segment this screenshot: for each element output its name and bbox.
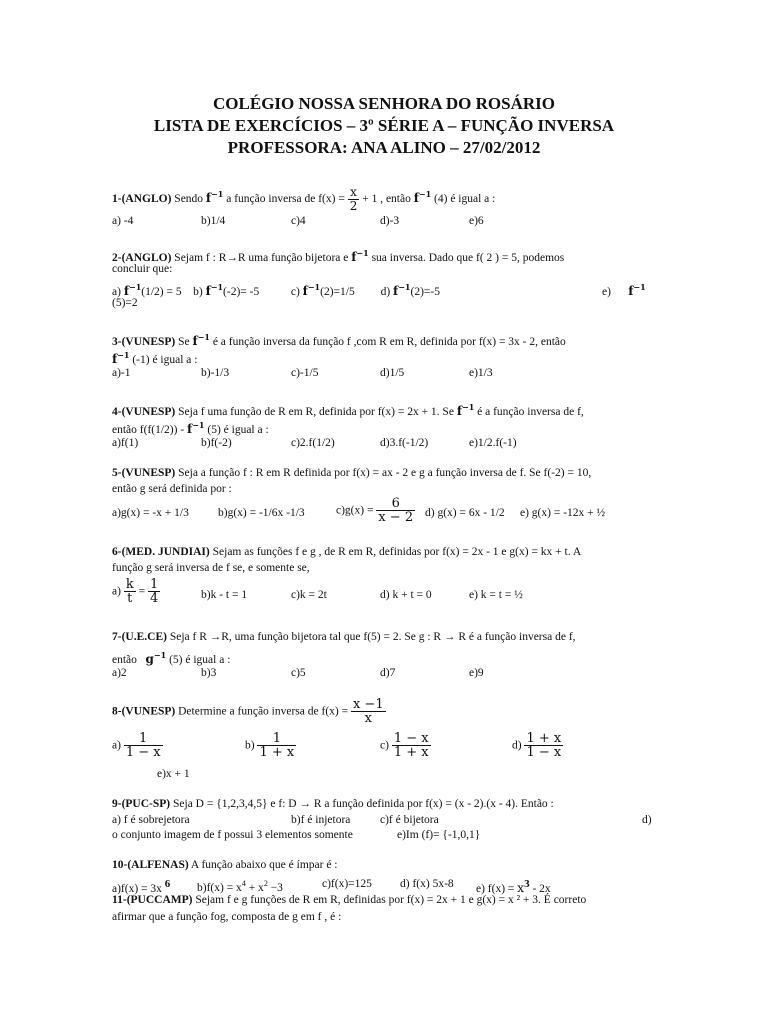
q10-option-b: $b)f(x) = x^4 + x^2 -3$ bbox=[197, 879, 283, 894]
q1-option-a: a) -4 bbox=[112, 215, 134, 227]
q5-option-e: e) g(x) = -12x + ½ bbox=[520, 507, 606, 519]
q5-option-d: d) g(x) = 6x - 1/2 bbox=[425, 507, 505, 519]
q2-option-e: e) $f^{-1}$ bbox=[602, 282, 646, 298]
q10-option-d: d) f(x) 5x-8 bbox=[400, 878, 454, 890]
q5-option-a: a)g(x) = -x + 1/3 bbox=[112, 507, 189, 519]
q4-option-d: d)3.f(-1/2) bbox=[380, 437, 429, 449]
q9-option-d-text: o conjunto imagem de f possui 3 elementos somente bbox=[112, 829, 353, 841]
question-3-cont: $f^{-1}$ (-1) é igual a : bbox=[112, 350, 198, 366]
q2-option-e-cont: (5)=2 bbox=[112, 297, 138, 309]
q6-option-e: e) k = t = ½ bbox=[469, 589, 523, 601]
question-4-cont: então $f(f(1/2)) - f^{-1}$ (5) é igual a : bbox=[112, 420, 269, 436]
q1-option-d: d)-3 bbox=[380, 215, 400, 227]
question-4: 4-(VUNESP) Seja f uma função de R em R, definida por f(x) = 2x + 1. Se $f^{-1}$ é a função inversa de f, bbox=[112, 402, 584, 418]
question-10: 10-(ALFENAS) A função abaixo que é ímpar é : bbox=[112, 859, 338, 871]
q3-option-c: c)-1/5 bbox=[291, 367, 319, 379]
fraction-x-over-2: $\frac{x}{2}$ bbox=[349, 185, 358, 213]
q10-option-e: e) f(x) = x3 - 2x bbox=[476, 878, 551, 895]
question-2-cont: concluir que: bbox=[112, 263, 173, 275]
question-6-cont: função g será inversa de f se, e somente se, bbox=[112, 562, 310, 574]
q4-option-b: b)f(-2) bbox=[201, 437, 232, 449]
q7-option-d: d)7 bbox=[380, 667, 396, 679]
q1-option-b: b)1/4 bbox=[201, 215, 226, 227]
question-2: 2-(ANGLO) Sejam f : R→R uma função bijetora e $f^{-1}$ sua inversa. Dado que f( 2 ) = 5, podemos bbox=[112, 248, 565, 264]
q9-option-e: e)Im (f)= {-1,0,1} bbox=[397, 829, 481, 841]
question-11-cont: afirmar que a função fog, composta de g em f , é : bbox=[112, 911, 342, 923]
q9-option-b: b)f é injetora bbox=[291, 814, 351, 826]
fraction-6-over-x-2: $\frac{6}{x - 2}$ bbox=[378, 496, 414, 525]
q6-option-a: a) $\frac{k}{t}$ = $\frac{1}{4}$ bbox=[112, 577, 159, 606]
q6-option-c: c)k = 2t bbox=[291, 589, 327, 601]
q8-option-c: c) $\frac{1 - x}{1 + x}$ bbox=[380, 731, 429, 760]
question-5-cont: então g será definida por : bbox=[112, 483, 232, 495]
question-9: 9-(PUC-SP) Seja D = {1,2,3,4,5} e f: D → R a função definida por f(x) = (x - 2).(x - 4). Então : bbox=[112, 798, 554, 810]
list-title: LISTA DE EXERCÍCIOS – 3º SÉRIE A – FUNÇÃO INVERSA bbox=[153, 116, 615, 135]
school-title: COLÉGIO NOSSA SENHORA DO ROSÁRIO bbox=[213, 94, 555, 113]
q3-option-e: e)1/3 bbox=[469, 367, 493, 379]
question-11: 11-(PUCCAMP) Sejam f e g funções de R em R, definidas por f(x) = 2x + 1 e g(x) = x ² + 3. É correto bbox=[112, 894, 587, 906]
f-inverse: $f^{-1}$ bbox=[205, 189, 224, 206]
q3-option-d: d)1/5 bbox=[380, 367, 405, 379]
q7-option-e: e)9 bbox=[469, 667, 484, 679]
q5-option-c: c)g(x) = $\frac{6}{x - 2}$ bbox=[336, 496, 414, 525]
q9-option-d-label: d) bbox=[642, 814, 652, 826]
q4-option-a: a)f(1) bbox=[112, 437, 139, 449]
question-7: 7-(U.E.CE) Seja f R →R, uma função bijetora tal que f(5) = 2. Se g : R → R é a função inversa de f, bbox=[112, 631, 576, 643]
q3-option-a: a)-1 bbox=[112, 367, 131, 379]
q1-option-e: e)6 bbox=[469, 215, 484, 227]
q6-option-b: b)k - t = 1 bbox=[201, 589, 248, 601]
q1-option-c: c)4 bbox=[291, 215, 306, 227]
q7-option-c: c)5 bbox=[291, 667, 306, 679]
q8-option-b: b) $\frac{1}{1 + x}$ bbox=[245, 731, 295, 760]
q10-option-c: c)f(x)=125 bbox=[322, 878, 372, 890]
teacher-line: PROFESSORA: ANA ALINO – 27/02/2012 bbox=[227, 138, 541, 157]
q3-option-b: b)-1/3 bbox=[201, 367, 230, 379]
q10-option-a: a)f(x) = 3x 6 bbox=[112, 878, 171, 895]
q7-option-a: a)2 bbox=[112, 667, 127, 679]
q7-option-b: b)3 bbox=[201, 667, 217, 679]
q8-option-a: a) $\frac{1}{1 - x}$ bbox=[112, 731, 161, 760]
question-2-options: a) $f^{-1}(1/2) = 5$ b) $f^{-1}(-2)= -5$ c) $f^{-1}(2)=1/5$ d) $f^{-1}(2)=-5$ bbox=[112, 282, 440, 298]
q9-option-c: c)f é bijetora bbox=[380, 814, 439, 826]
question-7-cont: então $g^{-1}$ (5) é igual a : bbox=[112, 650, 231, 666]
question-8: 8-(VUNESP) Determine a função inversa de f(x) = $\frac{x -1}{x}$ bbox=[112, 697, 384, 726]
q9-option-a: a) f é sobrejetora bbox=[112, 814, 190, 826]
question-3: 3-(VUNESP) Se $f^{-1}$ é a função inversa da função f ,com R em R, definida por f(x) = 3x - 2, então bbox=[112, 332, 566, 348]
q5-option-b: b)g(x) = -1/6x -1/3 bbox=[218, 507, 305, 519]
q6-option-d: d) k + t = 0 bbox=[380, 589, 432, 601]
f-inverse: $f^{-1}$ bbox=[413, 189, 432, 206]
fraction-x-1-over-x: $\frac{x -1}{x}$ bbox=[352, 697, 384, 726]
question-6: 6-(MED. JUNDIAI) Sejam as funções f e g , de R em R, definidas por f(x) = 2x - 1 e g(x) = kx + t. A bbox=[112, 546, 582, 558]
question-1: 1-(ANGLO) Sendo $f^{-1}$ a função inversa de f(x) = $\frac{x}{2}$ + 1 , então $f^{-1}$ (4) é igual a : bbox=[112, 185, 496, 213]
q8-option-e: e)x + 1 bbox=[157, 768, 190, 780]
q4-option-c: c)2.f(1/2) bbox=[291, 437, 335, 449]
question-5: 5-(VUNESP) Seja a função f : R em R definida por f(x) = ax - 2 e g a função inversa de f. Se f(-2) = 10, bbox=[112, 467, 592, 479]
q8-option-d: d) $\frac{1 + x}{1 - x}$ bbox=[512, 731, 562, 760]
f-inverse: $f^{-1}$ bbox=[351, 248, 369, 264]
q4-option-e: e)1/2.f(-1) bbox=[469, 437, 517, 449]
